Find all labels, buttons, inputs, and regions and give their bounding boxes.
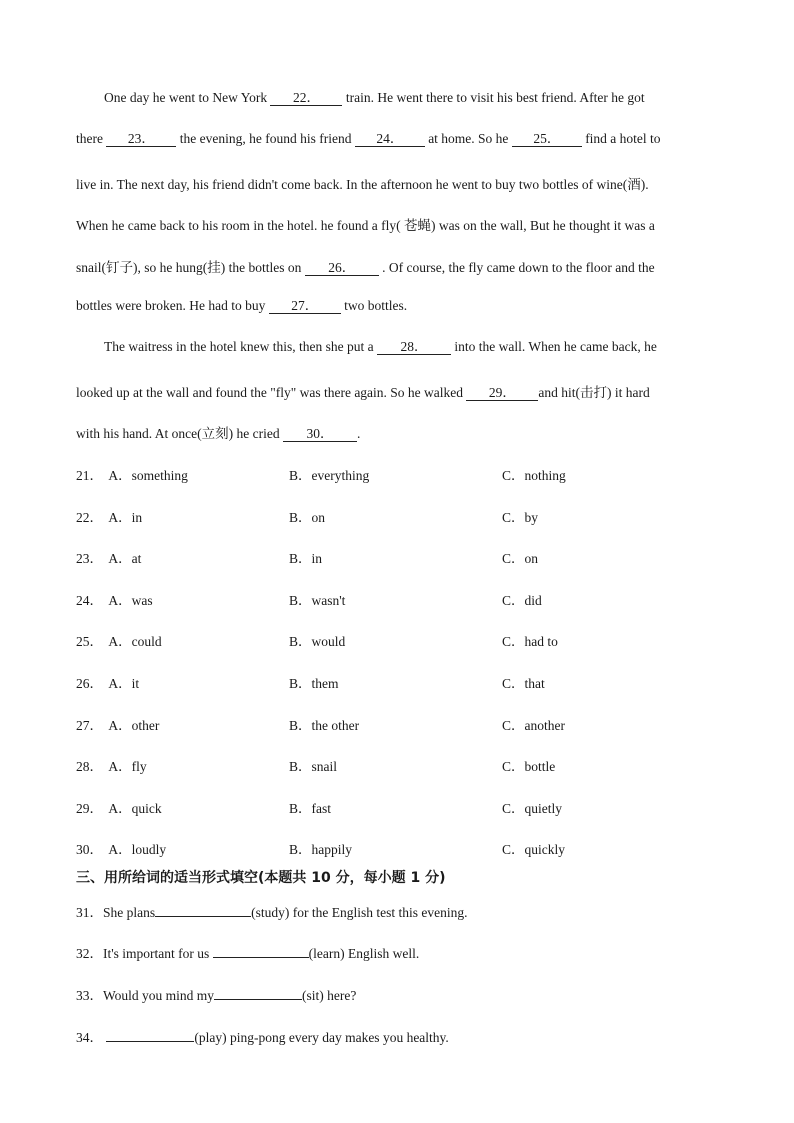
fill-text: (study) for the English test this evening. bbox=[251, 905, 468, 920]
passage-line bbox=[76, 381, 650, 401]
question-row bbox=[76, 755, 147, 775]
blank-30[interactable]: 30． bbox=[283, 427, 357, 442]
passage-text: two bottles. bbox=[340, 298, 408, 313]
option-a[interactable]: A．fly bbox=[108, 759, 147, 774]
fill-number: 31． bbox=[76, 905, 103, 920]
fill-item bbox=[76, 901, 467, 921]
question-row bbox=[76, 672, 139, 692]
passage-text: snail(钉子), so he hung(挂) the bottles on bbox=[76, 260, 305, 275]
passage-line bbox=[76, 131, 661, 147]
blank-26[interactable]: 26． bbox=[305, 261, 379, 276]
passage-line bbox=[76, 173, 649, 193]
question-number: 21． bbox=[76, 468, 103, 483]
question-row bbox=[76, 506, 142, 526]
passage-text: live in. The next day, his friend didn't come back. In the afternoon he went to buy two bottles of wine(酒). bbox=[76, 177, 649, 192]
passage-text: . Of course, the fly came down to the floor and the bbox=[378, 260, 655, 275]
passage-text: bottles were broken. He had to buy bbox=[76, 298, 269, 313]
option-b[interactable]: B．wasn't bbox=[289, 593, 346, 608]
passage-text: with his hand. At once(立刻) he cried bbox=[76, 426, 283, 441]
option-a[interactable]: A．loudly bbox=[108, 842, 167, 857]
question-row bbox=[76, 547, 141, 567]
option-a[interactable]: A．in bbox=[108, 510, 143, 525]
option-b[interactable]: B．fast bbox=[289, 801, 331, 816]
fill-blank[interactable] bbox=[213, 943, 309, 958]
blank-29[interactable]: 29． bbox=[466, 386, 538, 401]
fill-text: (learn) English well. bbox=[308, 946, 420, 961]
fill-number: 34． bbox=[76, 1030, 103, 1045]
fill-text: (play) ping-pong every day makes you healthy. bbox=[194, 1030, 449, 1045]
question-row bbox=[76, 838, 166, 858]
passage-line bbox=[76, 214, 655, 234]
passage-text: The waitress in the hotel knew this, then she put a bbox=[104, 339, 377, 354]
fill-text: Would you mind my bbox=[103, 988, 215, 1003]
option-b[interactable]: B．everything bbox=[289, 468, 370, 483]
question-row bbox=[76, 630, 162, 650]
option-c[interactable]: C．bottle bbox=[502, 759, 556, 774]
option-a[interactable]: A．something bbox=[108, 468, 188, 483]
option-b[interactable]: B．would bbox=[289, 634, 346, 649]
fill-text: She plans bbox=[103, 905, 156, 920]
question-row bbox=[76, 797, 162, 817]
passage-text: looked up at the wall and found the "fly" was there again. So he walked bbox=[76, 385, 467, 400]
option-c[interactable]: C．did bbox=[502, 593, 542, 608]
question-row bbox=[76, 589, 153, 609]
question-number: 28． bbox=[76, 759, 103, 774]
fill-blank[interactable] bbox=[155, 902, 251, 917]
option-a[interactable]: A．at bbox=[108, 551, 142, 566]
passage-text: the evening, he found his friend bbox=[176, 131, 355, 146]
question-row bbox=[76, 464, 188, 484]
option-a[interactable]: A．it bbox=[108, 676, 140, 691]
option-c[interactable]: C．nothing bbox=[502, 468, 566, 483]
question-number: 24． bbox=[76, 593, 103, 608]
option-c[interactable]: C．on bbox=[502, 551, 539, 566]
option-a[interactable]: A．other bbox=[108, 718, 160, 733]
option-c[interactable]: C．another bbox=[502, 718, 565, 733]
question-number: 23． bbox=[76, 551, 103, 566]
blank-24[interactable]: 24． bbox=[355, 132, 425, 147]
blank-22[interactable]: 22． bbox=[270, 91, 342, 106]
option-c[interactable]: C．that bbox=[502, 676, 545, 691]
question-number: 29． bbox=[76, 801, 103, 816]
fill-number: 33． bbox=[76, 988, 103, 1003]
passage-text: at home. So he bbox=[424, 131, 512, 146]
blank-27[interactable]: 27． bbox=[269, 299, 341, 314]
question-number: 26． bbox=[76, 676, 103, 691]
option-c[interactable]: C．by bbox=[502, 510, 539, 525]
option-b[interactable]: B．the other bbox=[289, 718, 360, 733]
option-b[interactable]: B．snail bbox=[289, 759, 338, 774]
question-number: 27． bbox=[76, 718, 103, 733]
option-b[interactable]: B．happily bbox=[289, 842, 352, 857]
passage-text: there bbox=[76, 131, 107, 146]
option-c[interactable]: C．quietly bbox=[502, 801, 562, 816]
question-number: 25． bbox=[76, 634, 103, 649]
fill-blank[interactable] bbox=[214, 985, 302, 1000]
question-number: 22． bbox=[76, 510, 103, 525]
option-c[interactable]: C．quickly bbox=[502, 842, 565, 857]
passage-text: train. He went there to visit his best friend. After he got bbox=[342, 90, 645, 105]
passage-text: find a hotel to bbox=[581, 131, 661, 146]
option-b[interactable]: B．them bbox=[289, 676, 339, 691]
fill-item bbox=[76, 984, 356, 1004]
option-a[interactable]: A．quick bbox=[108, 801, 162, 816]
question-number: 30． bbox=[76, 842, 103, 857]
passage-text: . bbox=[356, 426, 361, 441]
option-b[interactable]: B．in bbox=[289, 551, 323, 566]
fill-text: (sit) here? bbox=[302, 988, 357, 1003]
passage-text: into the wall. When he came back, he bbox=[450, 339, 657, 354]
option-a[interactable]: A．was bbox=[108, 593, 153, 608]
passage-line bbox=[76, 256, 655, 276]
blank-25[interactable]: 25． bbox=[512, 132, 582, 147]
option-c[interactable]: C．had to bbox=[502, 634, 558, 649]
fill-number: 32． bbox=[76, 946, 103, 961]
question-row bbox=[76, 714, 159, 734]
passage-line bbox=[104, 90, 645, 106]
passage-text: and hit(击打) it hard bbox=[538, 385, 650, 400]
fill-item bbox=[76, 942, 419, 962]
blank-28[interactable]: 28． bbox=[377, 340, 451, 355]
passage-text: One day he went to New York bbox=[104, 90, 271, 105]
fill-item bbox=[76, 1026, 449, 1046]
passage-text: When he came back to his room in the hotel. he found a fly( 苍蝇) was on the wall, But he thought it was a bbox=[76, 218, 655, 233]
blank-23[interactable]: 23． bbox=[106, 132, 176, 147]
fill-blank[interactable] bbox=[106, 1027, 194, 1042]
section-heading: 三、用所给词的适当形式填空(本题共 10 分，每小题 1 分) bbox=[76, 870, 446, 886]
option-a[interactable]: A．could bbox=[108, 634, 162, 649]
passage-line bbox=[76, 298, 407, 314]
passage-line bbox=[104, 339, 657, 355]
option-b[interactable]: B．on bbox=[289, 510, 326, 525]
fill-text: It's important for us bbox=[103, 946, 213, 961]
passage-line bbox=[76, 422, 360, 442]
